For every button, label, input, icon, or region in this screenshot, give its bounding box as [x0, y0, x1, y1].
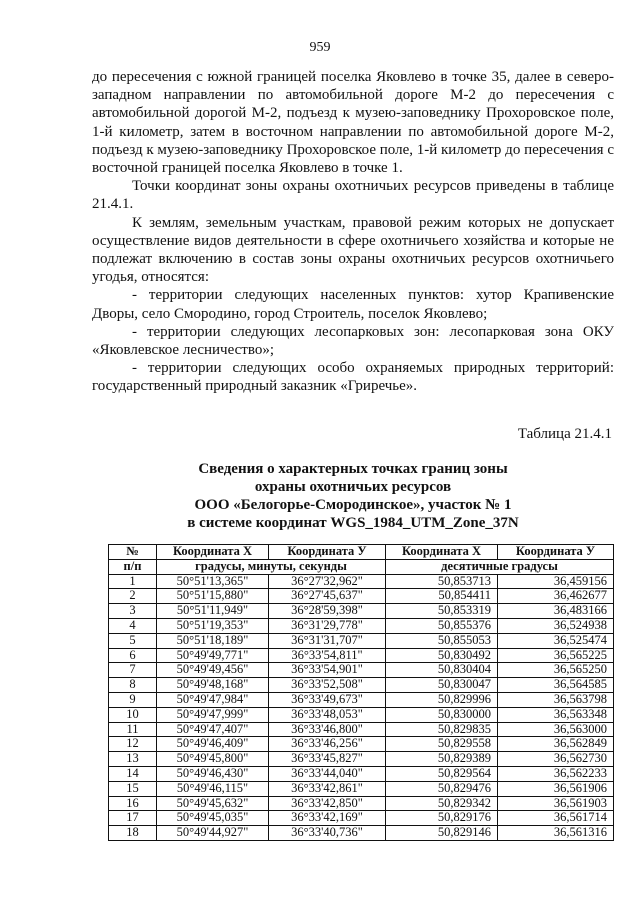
cell-point-number: 13: [109, 752, 157, 767]
cell-y-dms: 36°33'52,508": [269, 678, 386, 693]
cell-x-decimal: 50,829564: [386, 766, 498, 781]
cell-x-decimal: 50,854411: [386, 589, 498, 604]
header-num-top: №: [109, 545, 157, 560]
cell-y-decimal: 36,563798: [498, 692, 614, 707]
cell-x-decimal: 50,829176: [386, 811, 498, 826]
header-x-decimal: Координата Х: [386, 545, 498, 560]
cell-y-dms: 36°28'59,398": [269, 604, 386, 619]
page-number: 959: [309, 40, 331, 55]
cell-y-decimal: 36,563348: [498, 707, 614, 722]
table-title: [92, 460, 614, 532]
cell-x-dms: 50°49'49,771": [157, 648, 269, 663]
cell-x-decimal: 50,829835: [386, 722, 498, 737]
cell-x-dms: 50°51'15,880": [157, 589, 269, 604]
coordinates-table: [108, 544, 614, 841]
table-row: [109, 648, 614, 663]
table-label: Таблица 21.4.1: [517, 426, 612, 442]
cell-x-decimal: 50,829342: [386, 796, 498, 811]
cell-y-dms: 36°33'49,673": [269, 692, 386, 707]
cell-y-dms: 36°33'46,800": [269, 722, 386, 737]
cell-y-dms: 36°33'42,861": [269, 781, 386, 796]
table-title-line: охраны охотничьих ресурсов: [254, 479, 452, 495]
cell-y-dms: 36°27'32,962": [269, 574, 386, 589]
cell-x-decimal: 50,829389: [386, 752, 498, 767]
header-y-dms: Координата У: [269, 545, 386, 560]
cell-y-decimal: 36,565250: [498, 663, 614, 678]
cell-y-dms: 36°33'45,827": [269, 752, 386, 767]
table-title-line: Сведения о характерных точках границ зоны: [198, 461, 508, 477]
cell-y-decimal: 36,562233: [498, 766, 614, 781]
header-y-decimal: Координата У: [498, 545, 614, 560]
cell-x-dms: 50°51'18,189": [157, 633, 269, 648]
cell-x-decimal: 50,830047: [386, 678, 498, 693]
cell-x-dms: 50°49'45,035": [157, 811, 269, 826]
table-row: [109, 737, 614, 752]
cell-x-decimal: 50,830492: [386, 648, 498, 663]
cell-y-decimal: 36,564585: [498, 678, 614, 693]
cell-x-dms: 50°49'47,984": [157, 692, 269, 707]
table-row: [109, 574, 614, 589]
cell-x-decimal: 50,853713: [386, 574, 498, 589]
header-decimal-units: десятичные градусы: [386, 559, 614, 574]
cell-point-number: 18: [109, 826, 157, 841]
cell-y-dms: 36°31'29,778": [269, 618, 386, 633]
cell-y-decimal: 36,561714: [498, 811, 614, 826]
table-row: [109, 678, 614, 693]
cell-y-decimal: 36,565225: [498, 648, 614, 663]
cell-x-dms: 50°51'11,949": [157, 604, 269, 619]
cell-x-decimal: 50,830000: [386, 707, 498, 722]
cell-x-decimal: 50,829146: [386, 826, 498, 841]
cell-point-number: 11: [109, 722, 157, 737]
cell-x-dms: 50°49'47,407": [157, 722, 269, 737]
cell-y-dms: 36°33'46,256": [269, 737, 386, 752]
table-row: [109, 826, 614, 841]
cell-x-dms: 50°49'49,456": [157, 663, 269, 678]
paragraph-excluded-lands: К землям, земельным участкам, правовой режим которых не допускает осуществление видов деятельности в сфере охотничьего хозяйства и которые не подлежат включению в состав зоны охраны охотничьих ресурсов охотничьего угодья, относятся:: [92, 214, 614, 286]
header-x-dms: Координата Х: [157, 545, 269, 560]
cell-y-dms: 36°33'40,736": [269, 826, 386, 841]
cell-point-number: 4: [109, 618, 157, 633]
list-item-protected-areas: - территории следующих особо охраняемых природных территорий: государственный природный заказник «Гриречье».: [92, 360, 614, 395]
cell-x-decimal: 50,829558: [386, 737, 498, 752]
list-item-settlements: - территории следующих населенных пунктов: хутор Крапивенские Дворы, село Смородино, город Строитель, поселок Яковлево;: [92, 287, 614, 322]
cell-x-dms: 50°49'46,115": [157, 781, 269, 796]
cell-x-dms: 50°49'46,430": [157, 766, 269, 781]
cell-x-decimal: 50,855376: [386, 618, 498, 633]
cell-x-dms: 50°51'19,353": [157, 618, 269, 633]
table-row: [109, 796, 614, 811]
cell-x-dms: 50°49'48,168": [157, 678, 269, 693]
cell-x-decimal: 50,829476: [386, 781, 498, 796]
cell-point-number: 9: [109, 692, 157, 707]
header-num-bottom: п/п: [109, 559, 157, 574]
table-row: [109, 811, 614, 826]
cell-point-number: 15: [109, 781, 157, 796]
cell-y-decimal: 36,561906: [498, 781, 614, 796]
cell-point-number: 7: [109, 663, 157, 678]
table-row: [109, 722, 614, 737]
cell-y-decimal: 36,525474: [498, 633, 614, 648]
paragraph-continuation: до пересечения с южной границей поселка Яковлево в точке 35, далее в северо-западном направлении по автомобильной дороге М-2 до пересечения с автомобильной дорогой М-2, подъезд к музею-заповеднику Прохоровское поле, 1-й километр, затем в восточном направлении по автомобильной дороге М-2, подъезд к музею-заповеднику Прохоровское поле, 1-й километр до пересечения с восточной границей поселка Яковлево в точке 1.: [92, 69, 614, 177]
cell-x-dms: 50°49'44,927": [157, 826, 269, 841]
body-text: [92, 68, 614, 396]
table-title-line: в системе координат WGS_1984_UTM_Zone_37N: [187, 515, 519, 531]
cell-y-decimal: 36,462677: [498, 589, 614, 604]
cell-x-dms: 50°49'46,409": [157, 737, 269, 752]
cell-y-dms: 36°31'31,707": [269, 633, 386, 648]
table-body: [109, 574, 614, 840]
cell-y-dms: 36°33'42,850": [269, 796, 386, 811]
cell-point-number: 8: [109, 678, 157, 693]
cell-point-number: 1: [109, 574, 157, 589]
cell-point-number: 3: [109, 604, 157, 619]
cell-y-decimal: 36,562730: [498, 752, 614, 767]
cell-y-dms: 36°33'42,169": [269, 811, 386, 826]
cell-y-decimal: 36,459156: [498, 574, 614, 589]
cell-x-decimal: 50,829996: [386, 692, 498, 707]
list-item-forest-park-zones: - территории следующих лесопарковых зон: лесопарковая зона ОКУ «Яковлевское лесничество»;: [92, 323, 614, 359]
cell-y-dms: 36°33'44,040": [269, 766, 386, 781]
paragraph-table-reference: Точки координат зоны охраны охотничьих ресурсов приведены в таблице 21.4.1.: [92, 178, 614, 213]
cell-x-dms: 50°51'13,365": [157, 574, 269, 589]
table-row: [109, 633, 614, 648]
cell-x-decimal: 50,855053: [386, 633, 498, 648]
table-row: [109, 589, 614, 604]
cell-x-dms: 50°49'45,800": [157, 752, 269, 767]
cell-y-decimal: 36,561316: [498, 826, 614, 841]
cell-y-decimal: 36,561903: [498, 796, 614, 811]
cell-x-dms: 50°49'45,632": [157, 796, 269, 811]
cell-x-dms: 50°49'47,999": [157, 707, 269, 722]
cell-y-decimal: 36,483166: [498, 604, 614, 619]
header-dms-units: градусы, минуты, секунды: [157, 559, 386, 574]
table-row: [109, 663, 614, 678]
table-row: [109, 752, 614, 767]
table-row: [109, 766, 614, 781]
cell-y-dms: 36°27'45,637": [269, 589, 386, 604]
table-row: [109, 604, 614, 619]
cell-point-number: 14: [109, 766, 157, 781]
cell-point-number: 12: [109, 737, 157, 752]
cell-point-number: 17: [109, 811, 157, 826]
cell-y-decimal: 36,562849: [498, 737, 614, 752]
table-title-line: ООО «Белогорье-Смородинское», участок № 1: [194, 497, 512, 513]
cell-y-dms: 36°33'54,901": [269, 663, 386, 678]
cell-x-decimal: 50,853319: [386, 604, 498, 619]
cell-y-decimal: 36,563000: [498, 722, 614, 737]
cell-y-decimal: 36,524938: [498, 618, 614, 633]
cell-point-number: 2: [109, 589, 157, 604]
cell-y-dms: 36°33'54,811": [269, 648, 386, 663]
table-row: [109, 707, 614, 722]
cell-point-number: 6: [109, 648, 157, 663]
cell-x-decimal: 50,830404: [386, 663, 498, 678]
table-row: [109, 692, 614, 707]
table-row: [109, 618, 614, 633]
cell-y-dms: 36°33'48,053": [269, 707, 386, 722]
cell-point-number: 10: [109, 707, 157, 722]
cell-point-number: 16: [109, 796, 157, 811]
cell-point-number: 5: [109, 633, 157, 648]
table-row: [109, 781, 614, 796]
